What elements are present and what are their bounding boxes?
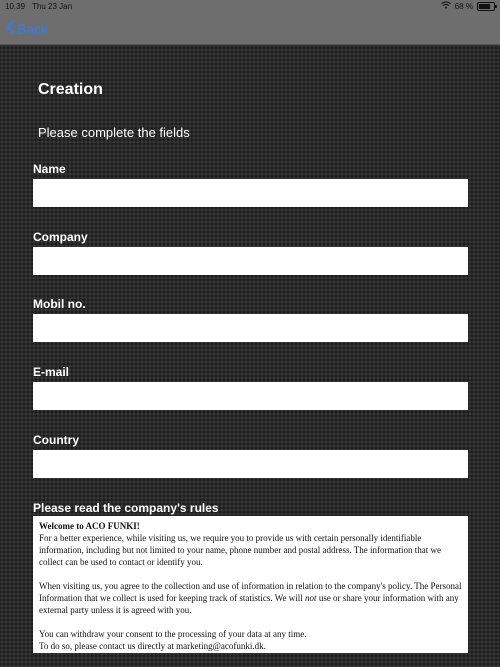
page-subtitle: Please complete the fields xyxy=(38,125,190,140)
navigation-bar xyxy=(0,14,500,45)
page-title: Creation xyxy=(38,81,103,98)
status-right xyxy=(441,1,495,11)
company-label: Company xyxy=(33,230,88,244)
rules-paragraph-3: You can withdraw your consent to the processing of your data at any time. To do so, please contact us directly at marketing@acofunki.dk. xyxy=(39,629,307,651)
email-field[interactable] xyxy=(33,382,468,410)
status-bar xyxy=(0,0,500,14)
battery-icon xyxy=(477,2,495,11)
chevron-left-icon xyxy=(6,20,15,37)
name-field[interactable] xyxy=(33,179,468,207)
company-field[interactable] xyxy=(33,247,468,275)
country-label: Country xyxy=(33,433,79,447)
mobile-label: Mobil no. xyxy=(33,297,86,311)
back-label: Back xyxy=(17,20,49,37)
email-label: E-mail xyxy=(33,365,70,379)
rules-paragraph-2: When visiting us, you agree to the collection and use of information in relation to the company's policy. The Personal Information that we collect is used for keeping track of statistics. We will not use or share your information with any external party unless it is agreed with you. xyxy=(39,581,462,615)
mobile-field[interactable] xyxy=(33,314,468,342)
rules-heading: Welcome to ACO FUNKI! xyxy=(39,521,140,531)
rules-text-box[interactable] xyxy=(33,516,468,653)
rules-paragraph-1: For a better experience, while visiting us, we require you to provide us with certain personally identifiable information, including but not limited to your name, phone number and postal address. The information that we collect can be used to contact or identify you. xyxy=(39,533,442,567)
status-time: 10.39 xyxy=(5,2,26,11)
name-label: Name xyxy=(33,162,66,176)
status-date: Thu 23 Jan xyxy=(32,2,73,11)
battery-percent: 68 % xyxy=(454,1,473,11)
wifi-icon xyxy=(441,1,451,11)
country-field[interactable] xyxy=(33,450,468,478)
rules-label: Please read the company's rules xyxy=(33,501,219,515)
back-button[interactable] xyxy=(6,20,48,37)
